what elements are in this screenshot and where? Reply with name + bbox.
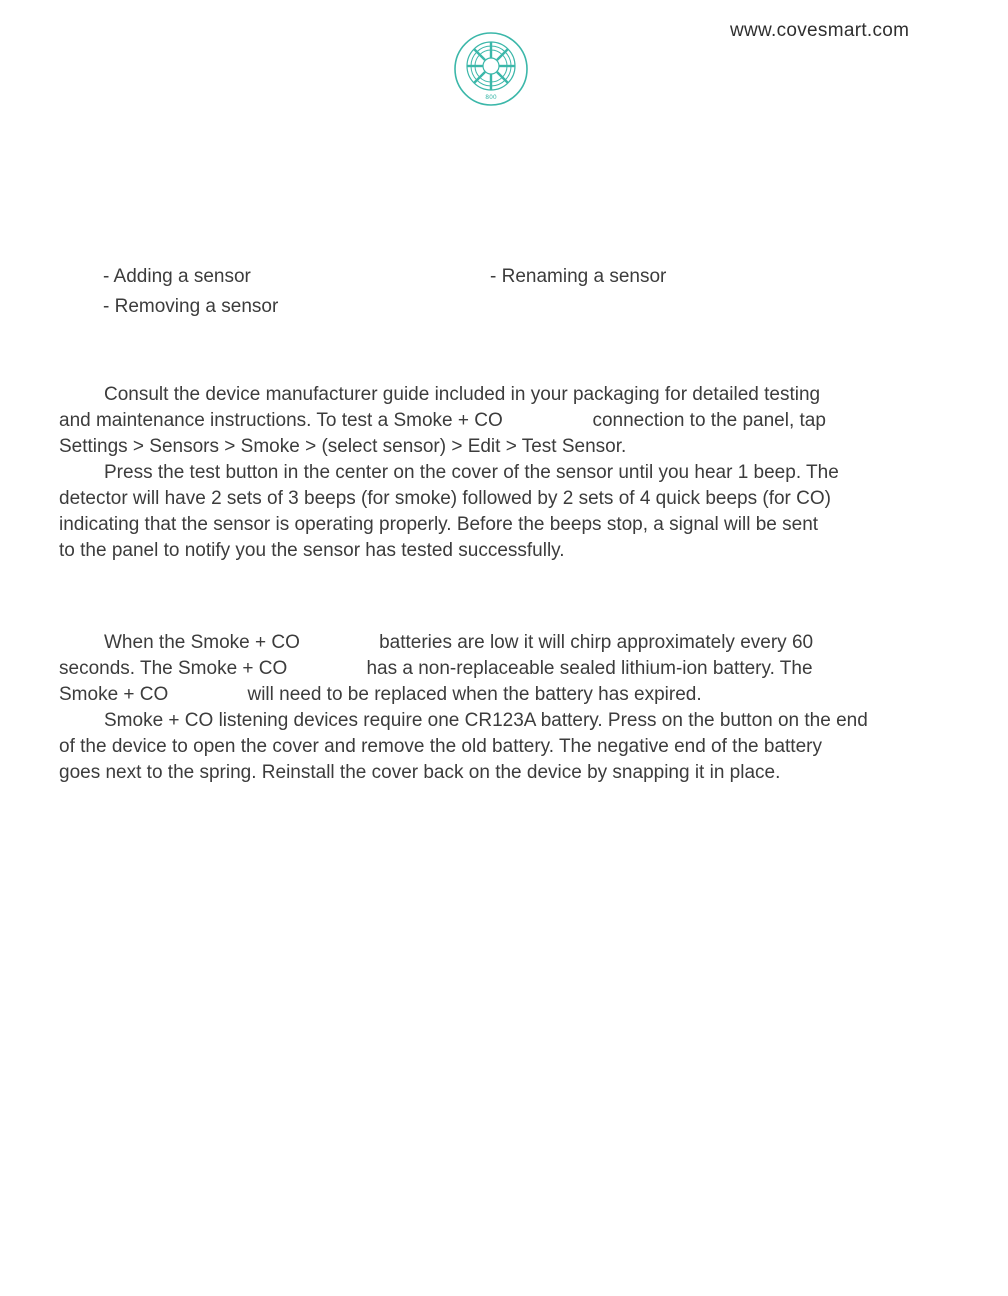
battery-paragraph xyxy=(59,630,939,786)
battery-line: of the device to open the cover and remove the old battery. The negative end of the battery xyxy=(59,736,822,757)
testing-line: detector will have 2 sets of 3 beeps (for smoke) followed by 2 sets of 4 quick beeps (for CO) xyxy=(59,488,831,509)
website-url[interactable]: www.covesmart.com xyxy=(730,20,910,41)
list-item-removing-sensor: - Removing a sensor xyxy=(103,296,279,317)
testing-line: to the panel to notify you the sensor has tested successfully. xyxy=(59,540,565,561)
testing-line: Settings > Sensors > Smoke > (select sensor) > Edit > Test Sensor. xyxy=(59,436,627,457)
battery-line: goes next to the spring. Reinstall the cover back on the device by snapping it in place. xyxy=(59,762,781,783)
battery-line: When the Smoke + CO batteries are low it will chirp approximately every 60 xyxy=(104,632,814,653)
testing-line: Press the test button in the center on the cover of the sensor until you hear 1 beep. The xyxy=(104,462,839,483)
testing-line: and maintenance instructions. To test a Smoke + CO connection to the panel, tap xyxy=(59,410,826,431)
list-item-renaming-sensor: - Renaming a sensor xyxy=(490,266,667,287)
battery-line: seconds. The Smoke + CO has a non-replaceable sealed lithium-ion battery. The xyxy=(59,658,813,679)
battery-line: Smoke + CO will need to be replaced when the battery has expired. xyxy=(59,684,702,705)
list-item-adding-sensor: - Adding a sensor xyxy=(103,266,251,287)
testing-paragraph xyxy=(59,382,939,564)
testing-line: indicating that the sensor is operating properly. Before the beeps stop, a signal will be sent xyxy=(59,514,819,535)
logo-caption: 800 xyxy=(485,94,497,101)
battery-line: Smoke + CO listening devices require one CR123A battery. Press on the button on the end xyxy=(104,710,868,731)
smoke-detector-logo-icon xyxy=(453,31,529,107)
testing-line: Consult the device manufacturer guide included in your packaging for detailed testing xyxy=(104,384,821,405)
